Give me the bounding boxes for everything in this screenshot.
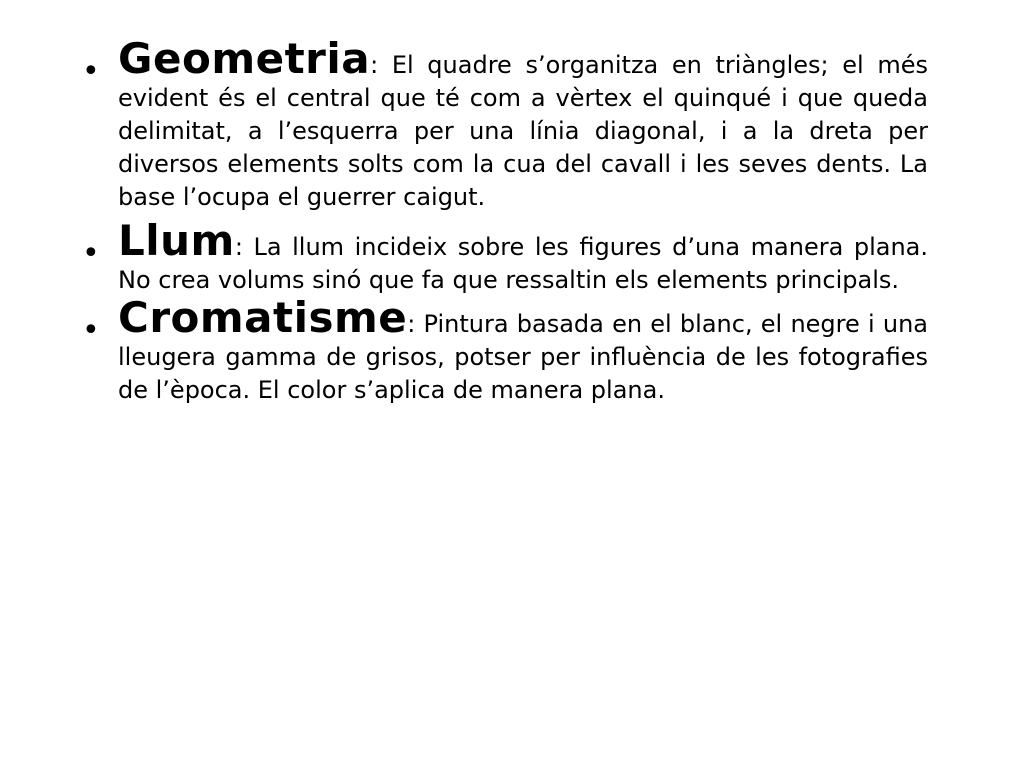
bullet-list xyxy=(82,34,928,417)
term-colon: : xyxy=(407,310,416,338)
bullet-icon: • xyxy=(82,236,100,271)
term-llum: Llum xyxy=(118,216,235,265)
bullet-item-llum xyxy=(82,216,928,297)
bullet-icon: • xyxy=(82,54,100,89)
bullet-item-geometria xyxy=(82,34,928,214)
description-cromatisme: Pintura basada en el blanc, el negre i una lleugera gamma de grisos, potser per influència de les fotografies de l’època. El color s’aplica de manera plana. xyxy=(118,310,928,404)
description-llum: La llum incideix sobre les figures d’una manera plana. No crea volums sinó que fa que ressaltin els elements principals. xyxy=(118,233,928,294)
bullet-icon: • xyxy=(82,313,100,348)
term-colon: : xyxy=(370,51,379,79)
bullet-item-cromatisme xyxy=(82,293,928,407)
description-geometria: El quadre s’organitza en triàngles; el més evident és el central que té com a vèrtex el quinqué i que queda delimitat, a l’esquerra per una línia diagonal, i a la dreta per diversos elements solts com la cua del cavall i les seves dents. La base l’ocupa el guerrer caigut. xyxy=(118,51,928,211)
term-cromatisme: Cromatisme xyxy=(118,293,408,342)
term-colon: : xyxy=(234,233,243,261)
term-geometria: Geometria xyxy=(118,34,371,83)
